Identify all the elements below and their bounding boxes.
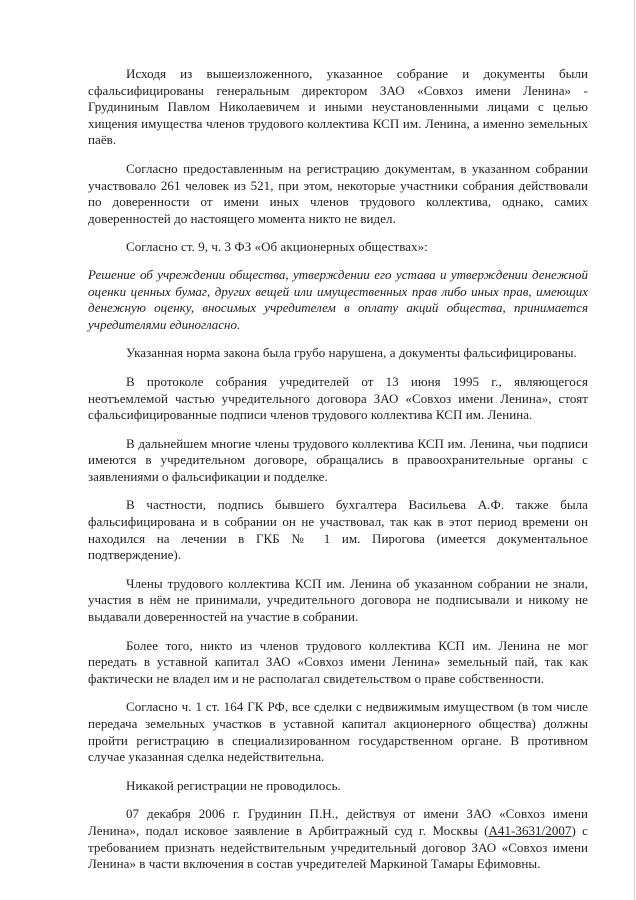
paragraph-members-unaware: Члены трудового коллектива КСП им. Ленина об указанном собрании не знали, участия в нём не принимали, учредительного договора не подписывали и никому не выдавали доверенностей на участие в собрании. <box>88 575 588 625</box>
paragraph-lawsuit <box>88 806 588 872</box>
paragraph-founders-protocol: В протоколе собрания учредителей от 13 июня 1995 г., являющегося неотъемлемой частью учредительного договора ЗАО «Совхоз имени Ленина», стоят сфальсифицированные подписи членов трудового коллектива КСП им. Ленина. <box>88 373 588 423</box>
paragraph-appeals: В дальнейшем многие члены трудового коллектива КСП им. Ленина, чьи подписи имеются в учредительном договоре, обращались в правоохранительные органы с заявлениями о фальсификации и подделке. <box>88 435 588 484</box>
paragraph-law-reference: Согласно ст. 9, ч. 3 ФЗ «Об акционерных обществах»: <box>126 239 428 255</box>
paragraph-falsification: Исходя из вышеизложенного, указанное собрание и документы были сфальсифицированы генеральным директором ЗАО «Совхоз имени Ленина» - Грудининым Павлом Николаевичем и иными неустановленными лицами с целью хищения имущества членов трудового коллектива КСП им. Ленина, а именно земельных паёв. <box>88 66 588 148</box>
page-edge <box>634 0 635 900</box>
paragraph-land-share: Более того, никто из членов трудового коллектива КСП им. Ленина не мог передать в уставной капитал ЗАО «Совхоз имени Ленина» земельный пай, так как фактически не владел им и не располагал свидетельством о праве собственности. <box>88 637 588 686</box>
paragraph-law-violated: Указанная норма закона была грубо нарушена, а документы фальсифицированы. <box>126 345 577 361</box>
document-body <box>88 66 588 885</box>
case-number-link[interactable]: А41-3631/2007 <box>488 822 572 838</box>
law-quote: Решение об учреждении общества, утверждении его устава и утверждении денежной оценки ценных бумаг, других вещей или имущественных прав либо иных прав, имеющих денежную оценку, вносимых учредителем в оплату акций общества, принимается учредителями единогласно. <box>88 266 588 332</box>
lawsuit-text-before: 07 декабря 2006 г. Грудинин П.Н., действуя от имени ЗАО «Совхоз имени Ленина», подал исковое заявление в Арбитражный суд г. Москвы ( <box>88 806 588 838</box>
lawsuit-text-after: ) с требованием признать недействительным учредительный договор ЗАО «Совхоз имени Ленина» в части включения в состав учредителей Маркиной Тамары Ефимовны. <box>88 822 589 872</box>
paragraph-registration-documents: Согласно предоставленным на регистрацию документам, в указанном собрании участвовало 261 человек из 521, при этом, некоторые участники собрания действовали по доверенности от имени иных членов трудового коллектива, однако, самих доверенностей до настоящего момента никто не видел. <box>88 160 588 226</box>
paragraph-no-registration: Никакой регистрации не проводилось. <box>126 777 341 793</box>
paragraph-civil-code: Согласно ч. 1 ст. 164 ГК РФ, все сделки с недвижимым имуществом (в том числе передача земельных участков в уставной капитал акционерного общества) должны пройти регистрацию в специализированном государственном органе. В противном случае указанная сделка недействительна. <box>88 699 588 765</box>
paragraph-accountant-signature: В частности, подпись бывшего бухгалтера Васильева А.Ф. также была фальсифицирована и в собрании он не участвовал, так как в этот период времени он находился на лечении в ГКБ № 1 им. Пирогова (имеется документальное подтверждение). <box>88 497 588 563</box>
